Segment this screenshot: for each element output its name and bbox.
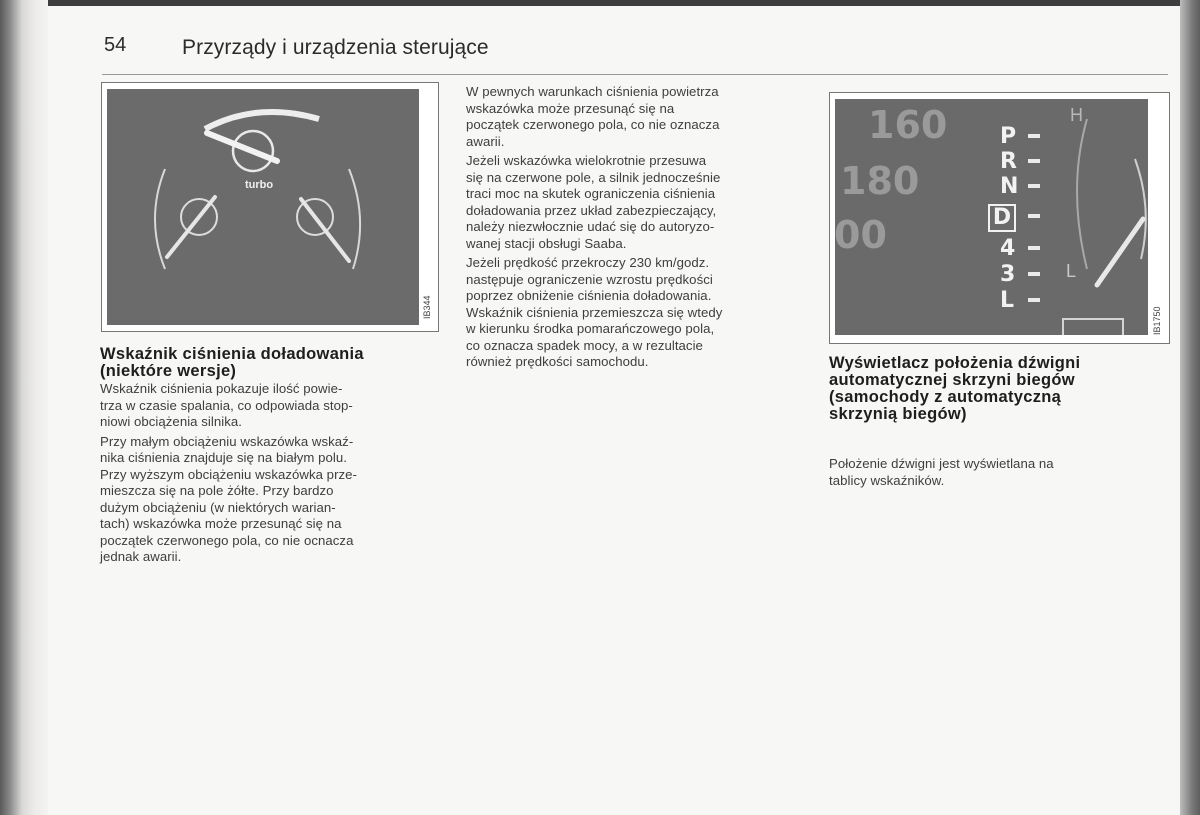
text-line: jednak awarii. [100, 549, 182, 564]
turbo-label: turbo [245, 179, 274, 191]
text-line: następuje ograniczenie wzrostu prędkości [466, 271, 713, 287]
text-line: się na czerwone pole, a silnik jednocześnie [466, 169, 721, 185]
gear-display-text [829, 456, 1054, 492]
figure-code: IB1750 [1152, 306, 1162, 335]
text-line: tach) wskazówka może przesunąć się na [100, 516, 342, 531]
paragraph [100, 434, 357, 566]
header-divider [102, 74, 1168, 75]
text-line: w kierunku środka pomarańczowego pola, [466, 321, 715, 336]
gear-4: 4 [1000, 236, 1016, 261]
turbo-gauge-drawing [107, 89, 419, 325]
text-line: traci moc na skutek ograniczenia ciśnienia [466, 186, 716, 201]
gear-3-indicator [1028, 272, 1040, 276]
text-line: dużym obciążeniu (w niektórych warian- [100, 499, 336, 515]
gear-p: P [1000, 124, 1017, 149]
text-line: trza w czasie spalania, co odpowiada stop- [100, 397, 353, 413]
text-line: należy niezwłocznie udać się do autoryzo- [466, 219, 715, 234]
speed-mark-180: 180 [840, 159, 920, 203]
gauge-mark-h: H [1070, 105, 1083, 125]
heading-line: (samochody z automatyczną [829, 388, 1062, 406]
text-line: doładowania przez układ zabezpieczający, [466, 202, 717, 218]
boost-gauge-heading [100, 346, 364, 380]
gear-3: 3 [1000, 262, 1016, 287]
turbo-gauge-panel [107, 89, 419, 325]
page-number: 54 [104, 34, 127, 56]
text-line: niowi obciążenia silnika. [100, 414, 242, 429]
heading-line: skrzynią biegów) [829, 405, 967, 423]
text-line: mieszcza się na pole żółte. Przy bardzo [100, 483, 334, 498]
text-line: Wskaźnik ciśnienia pokazuje ilość powie- [100, 381, 343, 396]
text-line: W pewnych warunkach ciśnienia powietrza [466, 84, 719, 99]
book-binding [0, 0, 48, 815]
paragraph [466, 255, 722, 371]
gear-d-indicator [1028, 214, 1040, 218]
text-line: Przy wyższym obciążeniu wskazówka prze- [100, 466, 357, 482]
text-line: Jeżeli wskazówka wielokrotnie przesuwa [466, 153, 707, 168]
right-page-edge [1180, 0, 1200, 815]
paragraph [466, 153, 722, 252]
gear-l-indicator [1028, 298, 1040, 302]
heading-line: Wskaźnik ciśnienia doładowania [100, 345, 364, 363]
gear-l: L [1000, 288, 1015, 313]
heading-line: automatycznej skrzyni biegów [829, 371, 1075, 389]
text-line: tablicy wskaźników. [829, 472, 945, 488]
gauge-mark-l: L [1066, 261, 1077, 281]
text-line: początek czerwonego pola, co nie ocnacza [100, 532, 354, 548]
boost-gauge-text [100, 381, 357, 569]
speed-mark-160: 160 [868, 103, 948, 147]
middle-column-text [466, 84, 722, 374]
speed-mark-200: 00 [834, 213, 887, 257]
paragraph [829, 456, 1054, 489]
text-line: nika ciśnienia znajduje się na białym polu. [100, 450, 347, 465]
page-title: Przyrządy i urządzenia sterujące [182, 36, 489, 59]
text-line: co oznacza spadek mocy, a w rezultacie [466, 337, 703, 353]
gear-p-indicator [1028, 134, 1040, 138]
gear-r: R [1000, 149, 1017, 174]
paragraph [466, 84, 722, 150]
text-line: Wskaźnik ciśnienia przemieszcza się wtedy [466, 304, 723, 320]
gear-n: N [1000, 174, 1019, 199]
gear-display-heading [829, 355, 1080, 423]
text-line: Jeżeli prędkość przekroczy 230 km/godz. [466, 255, 710, 270]
gear-d-selected: D [988, 204, 1016, 232]
text-line: Przy małym obciążeniu wskazówka wskaź- [100, 433, 354, 449]
gear-4-indicator [1028, 246, 1040, 250]
gear-r-indicator [1028, 159, 1040, 163]
turbo-gauge-figure [101, 82, 439, 332]
text-line: awarii. [466, 133, 505, 149]
text-line: wskazówka może przesunąć się na [466, 100, 675, 116]
text-line: poprzez obniżenie ciśnienia doładowania. [466, 288, 712, 303]
text-line: również prędkości samochodu. [466, 354, 649, 369]
heading-line: (niektóre wersje) [100, 362, 237, 380]
text-line: wanej stacji obsługi Saaba. [466, 235, 627, 251]
text-line: początek czerwonego pola, co nie oznacza [466, 117, 720, 132]
figure-code: IB344 [422, 295, 432, 319]
gear-n-indicator [1028, 184, 1040, 188]
heading-line: Wyświetlacz położenia dźwigni [829, 354, 1081, 372]
paragraph [100, 381, 357, 431]
text-line: Położenie dźwigni jest wyświetlana na [829, 456, 1054, 471]
